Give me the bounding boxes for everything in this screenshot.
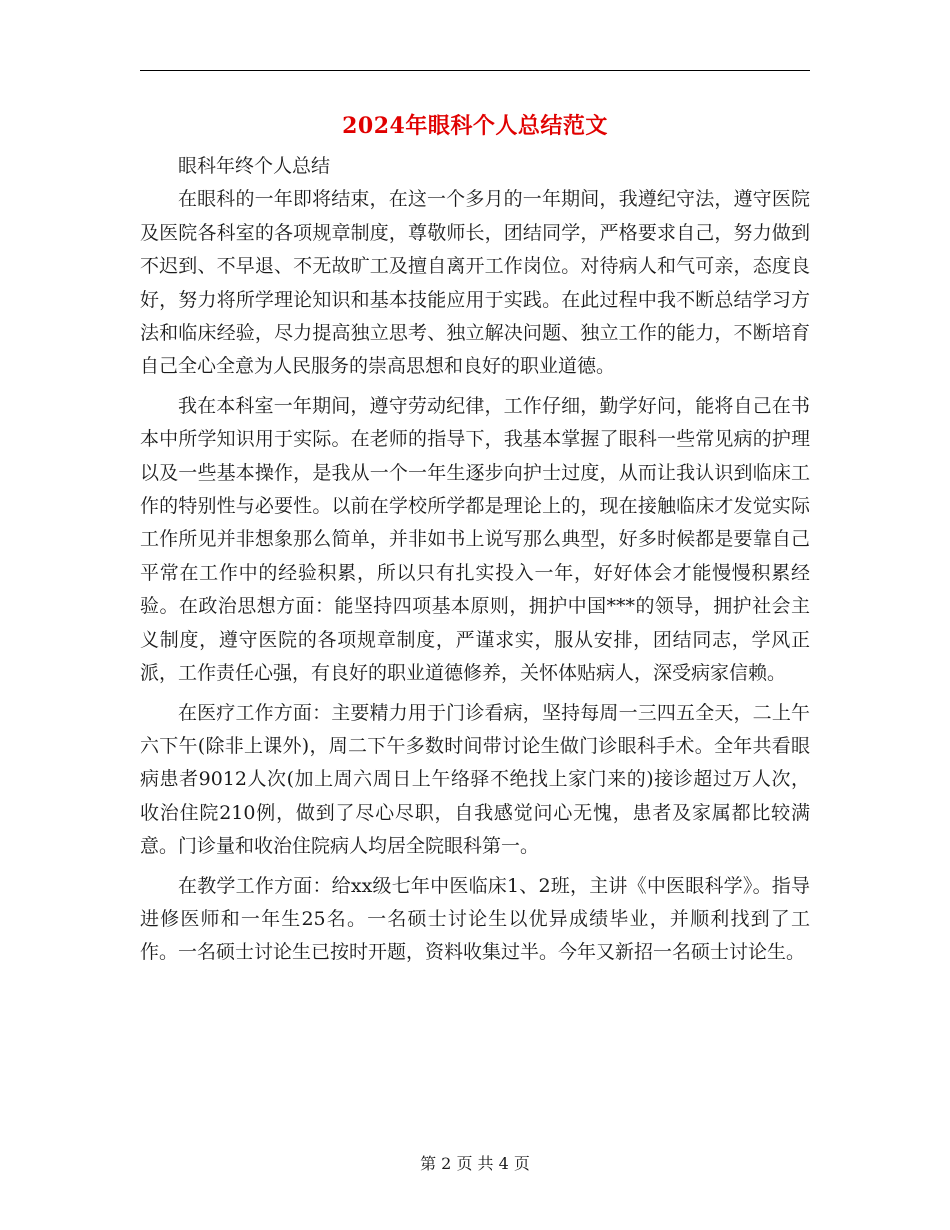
header-rule <box>140 70 810 71</box>
document-subtitle: 眼科年终个人总结 <box>178 155 331 177</box>
paragraph-3: 在医疗工作方面：主要精力用于门诊看病，坚持每周一三四五全天，二上午六下午(除非上课外)，周二下午多数时间带讨论生做门诊眼科手术。全年共看眼病患者9012人次(加上周六周日上午络驿不绝找上家门来的)接诊超过万人次，收治住院210例，做到了尽心尽职，自我感觉问心无愧，患者及家属都比较满意。门诊量和收治住院病人均居全院眼科第一。 <box>140 701 810 858</box>
paragraph-4: 在教学工作方面：给xx级七年中医临床1、2班，主讲《中医眼科学》。指导进修医师和一年生25名。一名硕士讨论生以优异成绩毕业，并顺利找到了工作。一名硕士讨论生已按时开题，资料收集过半。今年又新招一名硕士讨论生。 <box>140 874 810 964</box>
document-title: 2024年眼科个人总结范文 <box>342 113 608 139</box>
document-body <box>140 150 810 970</box>
paragraph-1: 在眼科的一年即将结束，在这一个多月的一年期间，我遵纪守法，遵守医院及医院各科室的各项规章制度，尊敬师长，团结同学，严格要求自己，努力做到不迟到、不早退、不无故旷工及擅自离开工作岗位。对待病人和气可亲，态度良好，努力将所学理论知识和基本技能应用于实践。在此过程中我不断总结学习方法和临床经验，尽力提高独立思考、独立解决问题、独立工作的能力，不断培育自己全心全意为人民服务的崇高思想和良好的职业道德。 <box>140 188 810 378</box>
page-number: 第 2 页 共 4 页 <box>420 1154 530 1173</box>
paragraph-2: 我在本科室一年期间，遵守劳动纪律，工作仔细，勤学好问，能将自己在书本中所学知识用于实际。在老师的指导下，我基本掌握了眼科一些常见病的护理以及一些基本操作，是我从一个一年生逐步向护士过度，从而让我认识到临床工作的特别性与必要性。以前在学校所学都是理论上的，现在接触临床才发觉实际工作所见并非想象那么简单，并非如书上说写那么典型，好多时候都是要靠自己平常在工作中的经验积累，所以只有扎实投入一年，好好体会才能慢慢积累经验。在政治思想方面：能坚持四项基本原则，拥护中国***的领导，拥护社会主义制度，遵守医院的各项规章制度，严谨求实，服从安排，团结同志，学风正派，工作责任心强，有良好的职业道德修养，关怀体贴病人，深受病家信赖。 <box>140 394 810 685</box>
